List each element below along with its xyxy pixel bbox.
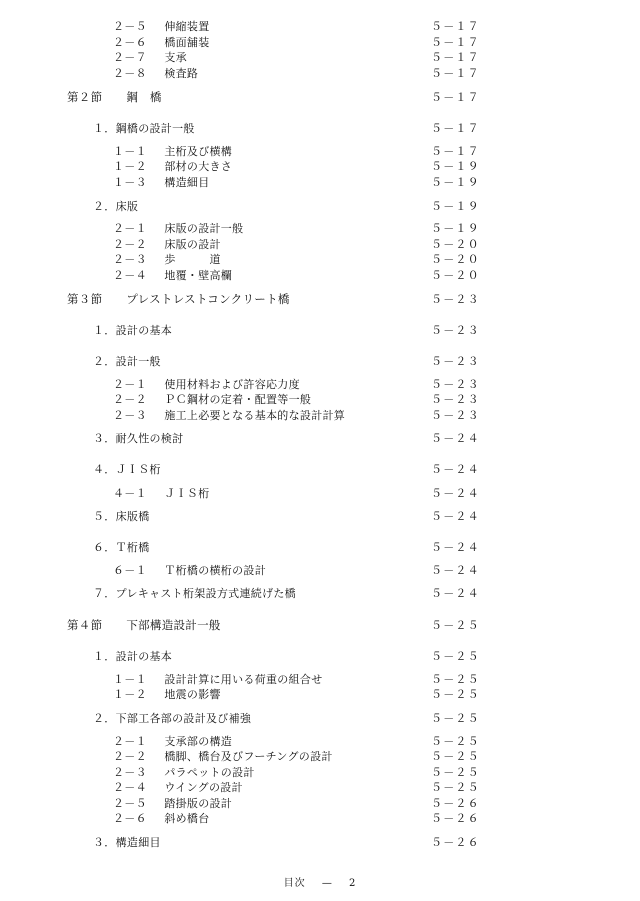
toc-entry-sec bbox=[67, 619, 221, 632]
toc-entry-page: ５－２４ bbox=[431, 541, 480, 554]
toc-entry-page: ５－２３ bbox=[431, 393, 480, 406]
toc-entry-page: ５－２５ bbox=[431, 750, 480, 763]
toc-entry-page: ５－２３ bbox=[431, 293, 480, 306]
toc-entry-number: ２－２ bbox=[113, 238, 147, 251]
toc-entry-sec bbox=[67, 293, 290, 306]
toc-entry-title: 構造細目 bbox=[164, 176, 210, 189]
toc-entry-number: ２－６ bbox=[113, 812, 147, 825]
toc-entry-number: １－１ bbox=[113, 145, 147, 158]
toc-entry-number: 第４節 bbox=[67, 618, 103, 632]
footer-page-number: 2 bbox=[349, 878, 357, 889]
toc-entry-item bbox=[93, 650, 172, 663]
toc-entry-number: ２－５ bbox=[113, 797, 147, 810]
toc-entry-title: 床版橋 bbox=[115, 510, 150, 523]
toc-entry-title: 下部工各部の設計及び補強 bbox=[115, 712, 252, 725]
toc-entry-item bbox=[93, 712, 251, 725]
toc-entry-title: 床版 bbox=[115, 200, 139, 213]
toc-entry-item bbox=[93, 200, 138, 213]
toc-entry-number: ２－４ bbox=[113, 269, 147, 282]
toc-entry-sub bbox=[113, 812, 210, 825]
toc-entry-page: ５－２４ bbox=[431, 432, 480, 445]
toc-entry-item bbox=[93, 463, 161, 476]
toc-entry-number: １－１ bbox=[113, 673, 147, 686]
toc-entry-page: ５－２５ bbox=[431, 673, 480, 686]
toc-entry-sub bbox=[113, 176, 210, 189]
toc-entry-number: 第２節 bbox=[67, 90, 103, 104]
toc-entry-page: ５－２５ bbox=[431, 766, 480, 779]
toc-entry-sec bbox=[67, 91, 162, 104]
toc-entry-sub bbox=[113, 688, 221, 701]
toc-entry-sub bbox=[113, 67, 198, 80]
toc-entry-number: ２－３ bbox=[113, 766, 147, 779]
toc-entry-page: ５－２４ bbox=[431, 510, 480, 523]
toc-entry-number: ４－１ bbox=[113, 487, 147, 500]
toc-entry-sub bbox=[113, 673, 323, 686]
toc-entry-title: 地震の影響 bbox=[164, 688, 221, 701]
toc-entry-title: 設計計算に用いる荷重の組合せ bbox=[164, 673, 323, 686]
toc-entry-title: 支承 bbox=[164, 51, 187, 64]
toc-entry-page: ５－１７ bbox=[431, 67, 480, 80]
toc-entry-title: 橋脚、橋台及びフーチングの設計 bbox=[164, 750, 333, 763]
toc-entry-title: プレキャスト桁架設方式連続げた橋 bbox=[115, 587, 296, 600]
toc-entry-item bbox=[93, 122, 195, 135]
toc-entry-page: ５－１９ bbox=[431, 222, 480, 235]
toc-entry-page: ５－１７ bbox=[431, 36, 480, 49]
toc-entry-title: 設計の基本 bbox=[115, 650, 173, 663]
toc-entry-title: パラペットの設計 bbox=[164, 766, 255, 779]
toc-entry-number: ６． bbox=[93, 541, 116, 554]
toc-entry-number: ２－１ bbox=[113, 222, 147, 235]
toc-entry-sub bbox=[113, 160, 232, 173]
toc-entry-number: １． bbox=[93, 122, 116, 135]
toc-entry-item bbox=[93, 432, 183, 445]
toc-entry-title: 使用材料および許容応力度 bbox=[164, 378, 300, 391]
toc-entry-number: ２－７ bbox=[113, 51, 147, 64]
toc-entry-sub bbox=[113, 781, 243, 794]
toc-entry-sub bbox=[113, 269, 232, 282]
toc-entry-number: ５． bbox=[93, 510, 116, 523]
toc-entry-item bbox=[93, 836, 161, 849]
toc-entry-title: 橋面舗装 bbox=[164, 36, 210, 49]
toc-entry-title: 検査路 bbox=[164, 67, 199, 80]
toc-entry-number: ３． bbox=[93, 432, 116, 445]
toc-entry-sub bbox=[113, 393, 311, 406]
toc-entry-number: ２－１ bbox=[113, 735, 147, 748]
toc-entry-page: ５－２０ bbox=[431, 269, 480, 282]
toc-entry-sub bbox=[113, 797, 232, 810]
toc-entry-page: ５－２６ bbox=[431, 812, 480, 825]
toc-entry-item bbox=[93, 355, 161, 368]
toc-entry-number: ２． bbox=[93, 712, 116, 725]
toc-entry-title: 鋼 橋 bbox=[126, 90, 162, 104]
toc-entry-title: ＪＩＳ桁 bbox=[115, 463, 161, 476]
toc-entry-title: 鋼橋の設計一般 bbox=[115, 122, 195, 135]
toc-entry-number: ２－３ bbox=[113, 409, 147, 422]
toc-entry-title: 耐久性の検討 bbox=[115, 432, 184, 445]
toc-entry-title: 設計の基本 bbox=[115, 324, 173, 337]
toc-entry-number: ２－４ bbox=[113, 781, 147, 794]
toc-entry-title: Ｔ桁橋 bbox=[115, 541, 150, 554]
toc-entry-sub bbox=[113, 735, 232, 748]
toc-entry-number: １－２ bbox=[113, 688, 147, 701]
toc-entry-number: １． bbox=[93, 324, 116, 337]
toc-entry-sub bbox=[113, 145, 232, 158]
toc-entry-number: ２－５ bbox=[113, 20, 147, 33]
toc-entry-number: ２－２ bbox=[113, 393, 147, 406]
toc-entry-title: 下部構造設計一般 bbox=[126, 618, 221, 632]
toc-entry-number: ７． bbox=[93, 587, 116, 600]
toc-entry-title: プレストレストコンクリート橋 bbox=[126, 292, 290, 306]
toc-entry-page: ５－１７ bbox=[431, 51, 480, 64]
toc-entry-page: ５－２３ bbox=[431, 324, 480, 337]
toc-entry-number: ２． bbox=[93, 355, 116, 368]
toc-entry-title: ウイングの設計 bbox=[164, 781, 243, 794]
toc-entry-sub bbox=[113, 564, 266, 577]
toc-entry-page: ５－１９ bbox=[431, 160, 480, 173]
toc-entry-item bbox=[93, 587, 296, 600]
toc-entry-number: ６－１ bbox=[113, 564, 147, 577]
toc-entry-page: ５－２４ bbox=[431, 587, 480, 600]
toc-entry-item bbox=[93, 324, 172, 337]
toc-entry-number: ２－３ bbox=[113, 253, 147, 266]
toc-entry-number: ２－６ bbox=[113, 36, 147, 49]
toc-entry-page: ５－２５ bbox=[431, 735, 480, 748]
toc-entry-sub bbox=[113, 238, 221, 251]
toc-entry-number: ２． bbox=[93, 200, 116, 213]
toc-entry-page: ５－２４ bbox=[431, 463, 480, 476]
toc-entry-sub bbox=[113, 36, 210, 49]
toc-entry-title: Ｔ桁橋の横桁の設計 bbox=[164, 564, 267, 577]
toc-entry-number: ２－８ bbox=[113, 67, 147, 80]
toc-entry-item bbox=[93, 510, 150, 523]
toc-entry-number: １－２ bbox=[113, 160, 147, 173]
toc-entry-page: ５－２５ bbox=[431, 619, 480, 632]
footer-label: 目次 bbox=[283, 878, 306, 889]
toc-entry-title: 部材の大きさ bbox=[164, 160, 233, 173]
toc-entry-sub bbox=[113, 750, 333, 763]
toc-entry-sub bbox=[113, 409, 345, 422]
page-footer bbox=[0, 874, 640, 889]
toc-entry-page: ５－２５ bbox=[431, 712, 480, 725]
toc-entry-title: 床版の設計 bbox=[164, 238, 221, 251]
toc-entry-number: ２－１ bbox=[113, 378, 147, 391]
toc-entry-number: 第３節 bbox=[67, 292, 103, 306]
toc-entry-page: ５－１９ bbox=[431, 200, 480, 213]
toc-entry-title: 床版の設計一般 bbox=[164, 222, 244, 235]
toc-entry-sub bbox=[113, 253, 221, 266]
toc-entry-page: ５－２０ bbox=[431, 253, 480, 266]
toc-entry-page: ５－１７ bbox=[431, 145, 480, 158]
toc-entry-page: ５－２５ bbox=[431, 650, 480, 663]
toc-entry-page: ５－２５ bbox=[431, 688, 480, 701]
toc-entry-page: ５－１７ bbox=[431, 122, 480, 135]
toc-entry-number: ４． bbox=[93, 463, 116, 476]
toc-entry-title: 構造細目 bbox=[115, 836, 161, 849]
toc-entry-sub bbox=[113, 51, 187, 64]
toc-entry-page: ５－２５ bbox=[431, 781, 480, 794]
toc-entry-number: ３． bbox=[93, 836, 116, 849]
footer-dash: — bbox=[321, 878, 333, 889]
toc-entry-sub bbox=[113, 20, 210, 33]
toc-entry-title: 斜め橋台 bbox=[164, 812, 210, 825]
toc-entry-page: ５－２６ bbox=[431, 836, 480, 849]
toc-entry-page: ５－２３ bbox=[431, 355, 480, 368]
toc-entry-title: 支承部の構造 bbox=[164, 735, 233, 748]
toc-entry-page: ５－２３ bbox=[431, 378, 480, 391]
toc-entry-title: 踏掛版の設計 bbox=[164, 797, 233, 810]
toc-entry-number: １－３ bbox=[113, 176, 147, 189]
toc-entry-page: ５－１７ bbox=[431, 91, 480, 104]
toc-entry-sub bbox=[113, 378, 300, 391]
toc-entry-page: ５－１９ bbox=[431, 176, 480, 189]
toc-entry-page: ５－１７ bbox=[431, 20, 480, 33]
toc-entry-title: 歩 道 bbox=[164, 253, 221, 266]
toc-entry-title: 伸縮装置 bbox=[164, 20, 210, 33]
toc-entry-page: ５－２０ bbox=[431, 238, 480, 251]
toc-entry-title: 設計一般 bbox=[115, 355, 161, 368]
toc-entry-number: １． bbox=[93, 650, 116, 663]
toc-entry-sub bbox=[113, 766, 255, 779]
toc-entry-sub bbox=[113, 487, 210, 500]
toc-entry-page: ５－２６ bbox=[431, 797, 480, 810]
toc-entry-title: 地覆・壁高欄 bbox=[164, 269, 233, 282]
toc-entry-page: ５－２４ bbox=[431, 564, 480, 577]
toc-entry-sub bbox=[113, 222, 243, 235]
toc-entry-title: ＰＣ鋼材の定着・配置等一般 bbox=[164, 393, 312, 406]
toc-entry-page: ５－２３ bbox=[431, 409, 480, 422]
toc-entry-number: ２－２ bbox=[113, 750, 147, 763]
toc-entry-title: 主桁及び横構 bbox=[164, 145, 233, 158]
toc-entry-page: ５－２４ bbox=[431, 487, 480, 500]
toc-entry-title: 施工上必要となる基本的な設計計算 bbox=[164, 409, 346, 422]
toc-entry-item bbox=[93, 541, 150, 554]
toc-entry-title: ＪＩＳ桁 bbox=[164, 487, 210, 500]
